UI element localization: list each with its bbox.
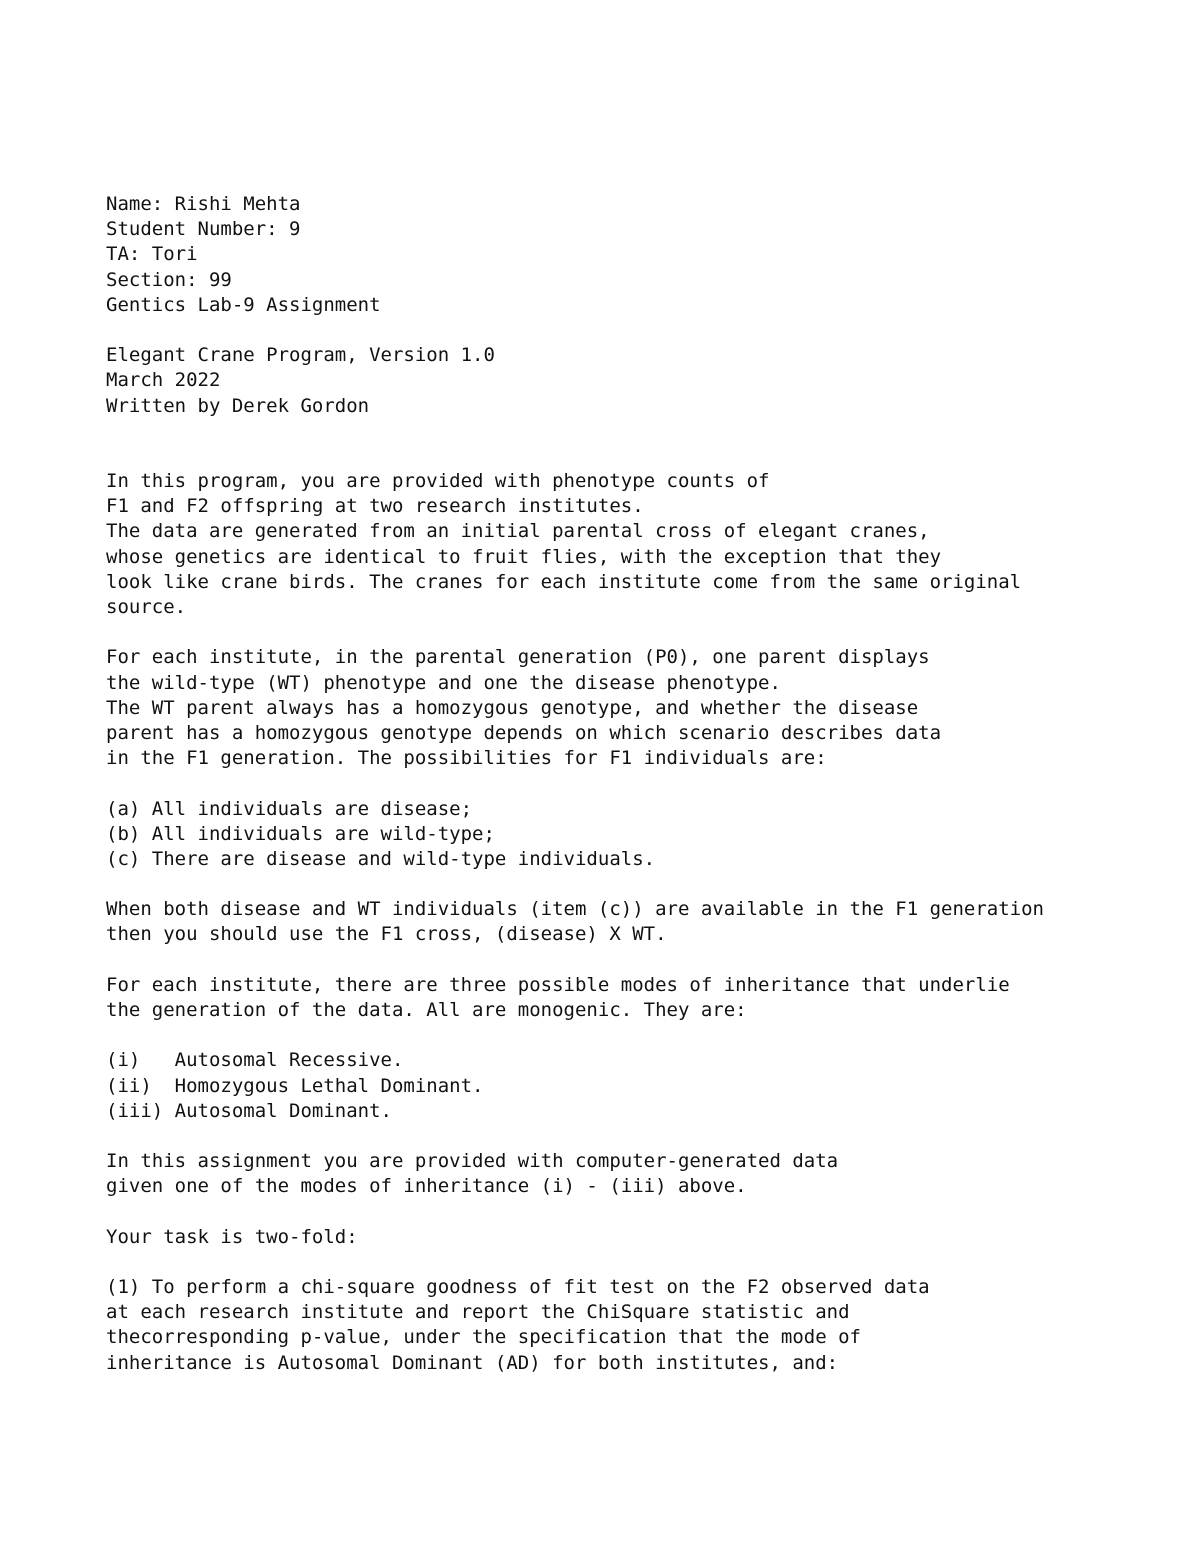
paragraph-line: In this program, you are provided with phenotype counts of [106,470,770,493]
paragraph-line: the wild-type (WT) phenotype and one the disease phenotype. [106,671,781,694]
paragraph-line: inheritance is Autosomal Dominant (AD) for both institutes, and: [106,1351,839,1374]
paragraph-line: (1) To perform a chi-square goodness of fit test on the F2 observed data [106,1276,930,1299]
paragraph-line: given one of the modes of inheritance (i) - (iii) above. [106,1175,747,1198]
intro-paragraph [106,469,1166,620]
program-title: Elegant Crane Program, Version 1.0 [106,344,495,367]
paragraph-line: in the F1 generation. The possibilities for F1 individuals are: [106,747,827,770]
paragraph-line: parent has a homozygous genotype depends on which scenario describes data [106,721,942,744]
parental-paragraph [106,645,1166,771]
f1-options-list [106,797,1166,873]
program-info [106,343,1166,419]
assignment-title: Gentics Lab-9 Assignment [106,293,381,316]
student-header [106,192,1166,318]
modes-intro-paragraph [106,973,1166,1023]
list-item: (iii) Autosomal Dominant. [106,1099,392,1122]
paragraph-line: The WT parent always has a homozygous genotype, and whether the disease [106,696,919,719]
paragraph-line: When both disease and WT individuals (item (c)) are available in the F1 generation [106,898,1044,921]
document-body [106,192,1166,1376]
paragraph-line: look like crane birds. The cranes for each institute come from the same original [106,570,1022,593]
program-date: March 2022 [106,369,221,392]
assignment-intro-paragraph [106,1149,1166,1199]
paragraph-line: F1 and F2 offspring at two research institutes. [106,495,644,518]
list-item: (a) All individuals are disease; [106,797,473,820]
paragraph-line: then you should use the F1 cross, (disease) X WT. [106,923,667,946]
paragraph-line: whose genetics are identical to fruit flies, with the exception that they [106,545,942,568]
paragraph-line: thecorresponding p-value, under the specification that the mode of [106,1326,861,1349]
paragraph-line: For each institute, there are three possible modes of inheritance that underlie [106,973,1010,996]
ta-name: TA: Tori [106,243,198,266]
paragraph-line: In this assignment you are provided with computer-generated data [106,1150,839,1173]
list-item: (c) There are disease and wild-type individuals. [106,847,656,870]
modes-list [106,1048,1166,1124]
task-intro [106,1225,1166,1250]
task-one-paragraph [106,1275,1166,1376]
list-item: (ii) Homozygous Lethal Dominant. [106,1074,484,1097]
paragraph-line: For each institute, in the parental generation (P0), one parent displays [106,646,930,669]
student-number: Student Number: 9 [106,218,301,241]
student-name: Name: Rishi Mehta [106,193,301,215]
paragraph-line: source. [106,596,187,619]
f1-cross-paragraph [106,897,1166,947]
list-item: (i) Autosomal Recessive. [106,1049,404,1072]
paragraph-line: Your task is two-fold: [106,1225,358,1248]
paragraph-line: the generation of the data. All are monogenic. They are: [106,999,747,1022]
paragraph-line: at each research institute and report the ChiSquare statistic and [106,1301,850,1324]
list-item: (b) All individuals are wild-type; [106,822,495,845]
section-number: Section: 99 [106,268,232,291]
program-author: Written by Derek Gordon [106,394,370,417]
paragraph-line: The data are generated from an initial parental cross of elegant cranes, [106,520,930,543]
